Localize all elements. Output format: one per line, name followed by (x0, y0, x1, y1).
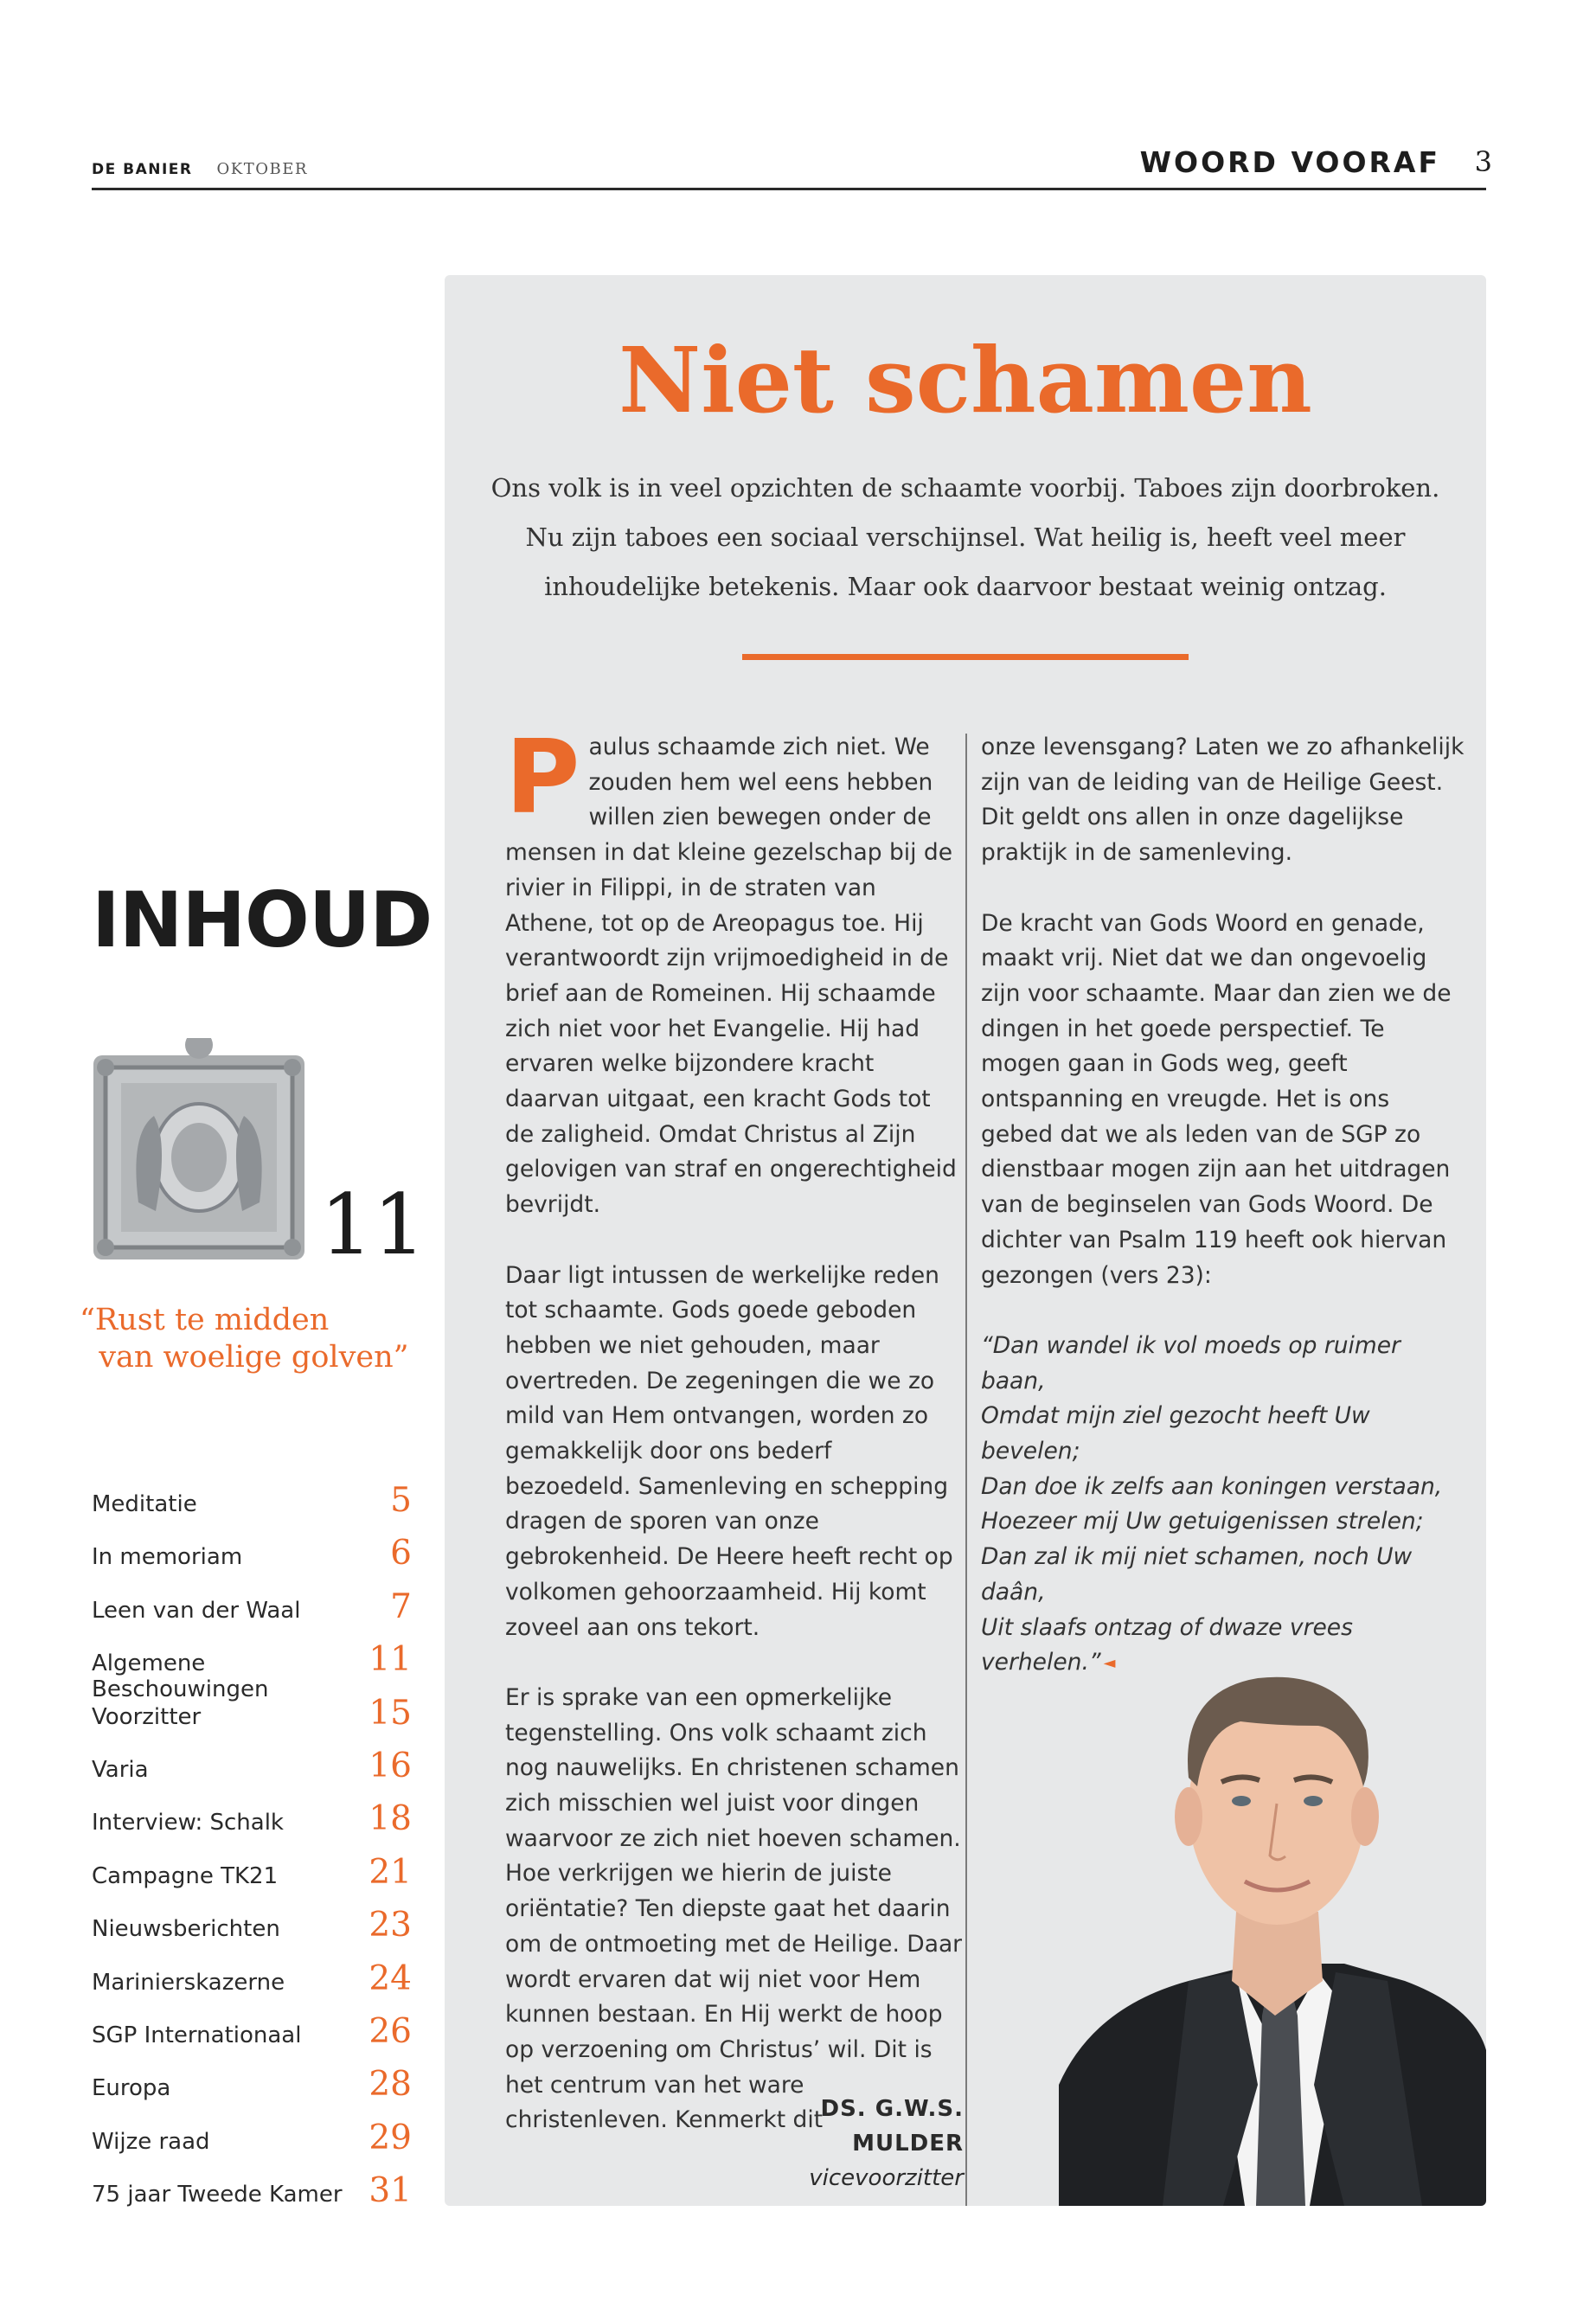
table-of-contents (92, 1481, 412, 2224)
body-paragraph (505, 717, 964, 1223)
toc-label: Varia (92, 1756, 149, 1783)
toc-page: 31 (369, 2171, 412, 2211)
toc-label: In memoriam (92, 1544, 243, 1571)
toc-label: Algemene Beschouwingen (92, 1650, 269, 1703)
article-title: Niet schamen (619, 327, 1312, 433)
column-divider (965, 734, 967, 2206)
toc-label: Meditatie (92, 1491, 197, 1517)
body-paragraph: De kracht van Gods Woord en genade, maakt vrij. Niet dat we dan ongevoelig zijn voor schaamte. Maar dan zien we de dingen in het goede perspectief. Te mogen gaan in Gods weg, geeft ontspanning en vreugde. Het is ons gebed dat we als leden van de SGP zo dienstbaar mogen zijn aan het uitdragen van de beginselen van Gods Woord. De dichter van Psalm 119 heeft ook hiervan gezongen (vers 23): (981, 909, 1452, 1289)
toc-item[interactable] (92, 2171, 412, 2224)
toc-page: 23 (369, 1906, 412, 1945)
feature-quote: “Rust te midden van woelige golven” (80, 1303, 409, 1375)
toc-page: 28 (369, 2065, 412, 2105)
toc-item[interactable] (92, 1959, 412, 2012)
toc-page: 16 (369, 1746, 412, 1785)
toc-page: 15 (369, 1693, 412, 1733)
toc-item[interactable] (92, 1799, 412, 1852)
toc-page: 26 (369, 2011, 412, 2051)
toc-item[interactable] (92, 1906, 412, 1958)
running-header (92, 160, 308, 178)
toc-page: 29 (369, 2118, 412, 2157)
issue-month: OKTOBER (216, 160, 308, 178)
toc-item[interactable] (92, 1747, 412, 1799)
body-paragraph: onze levensgang? Laten we zo afhankelijk zijn van de leiding van de Heilige Geest. Dit geldt ons allen in onze dagelijkse praktijk in de samenleving. (981, 734, 1465, 867)
toc-label: Europa (92, 2075, 171, 2102)
toc-label: Marinierskazerne (92, 1969, 285, 1996)
article-panel (445, 275, 1486, 2206)
lead-line: inhoudelijke betekenis. Maar ook daarvoor bestaat weinig ontzag. (544, 572, 1387, 601)
toc-item[interactable] (92, 1587, 412, 1640)
toc-page: 24 (369, 1958, 412, 1998)
author-name: DS. G.W.S. MULDER (820, 2096, 964, 2157)
page-number: 3 (1474, 145, 1492, 178)
toc-label: Nieuwsberichten (92, 1916, 280, 1943)
toc-page: 18 (369, 1799, 412, 1839)
toc-label: 75 jaar Tweede Kamer (92, 2182, 343, 2208)
section-title: WOORD VOORAF (1139, 145, 1440, 179)
header-rule (92, 188, 1486, 190)
toc-item[interactable] (92, 2065, 412, 2118)
magazine-name: DE BANIER (92, 161, 193, 178)
drop-cap: P (505, 717, 580, 836)
toc-label: Voorzitter (92, 1703, 202, 1730)
contents-heading: INHOUD (92, 875, 433, 965)
lead-line: Nu zijn taboes een sociaal verschijnsel. Wat heilig is, heeft veel meer (525, 522, 1406, 552)
end-mark-icon: ◄ (1103, 1654, 1116, 1673)
toc-item[interactable] (92, 2012, 412, 2065)
toc-label: Wijze raad (92, 2128, 210, 2155)
body-paragraph: Er is sprake van een opmerkelijke tegenstelling. Ons volk schaamt zich nog nauwelijks. En christenen schamen zich misschien wel juist voor dingen waarvoor ze zich niet hoeven schamen. Hoe verkrijgen we hierin de juiste oriëntatie? Ten diepste gaat het daarin om de ontmoeting met de Heilige. Daar wordt ervaren dat wij niet voor Hem kunnen bestaan. En Hij werkt de hoop op verzoening om Christus’ wil. Dit is het centrum van het ware christenleven. Kenmerkt dit (505, 1683, 963, 2134)
body-column-2 (981, 730, 1465, 1682)
toc-page: 6 (390, 1534, 412, 1574)
toc-label: SGP Internationaal (92, 2022, 302, 2048)
article-lead (471, 464, 1460, 612)
toc-item[interactable] (92, 1640, 412, 1703)
toc-label: Leen van der Waal (92, 1597, 301, 1624)
toc-item[interactable] (92, 2118, 412, 2171)
toc-page: 11 (369, 1640, 412, 1680)
toc-label: Campagne TK21 (92, 1862, 279, 1889)
toc-item[interactable] (92, 1853, 412, 1906)
title-rule (742, 654, 1189, 660)
author-portrait (1059, 1600, 1486, 2206)
stone-plaque-image (87, 1038, 311, 1272)
author-byline (704, 2092, 964, 2195)
paragraph-text: We zouden hem wel eens hebben willen zien bewegen onder de mensen in dat kleine gezelschap bij de rivier in Filippi, in de straten van Athene, tot op de Areopagus toe. Hij verantwoordt zijn vrijmoedigheid in de brief aan de Romeinen. Hij schaamde zich niet voor het Evangelie. Hij had ervaren welke bijzondere kracht daarvan uitgaat, een kracht Gods tot de zaligheid. Omdat Christus al Zijn gelovigen van straf en ongerechtigheid bevrijdt. (505, 734, 957, 1219)
lead-line: Ons volk is in veel opzichten de schaamte voorbij. Taboes zijn doorbroken. (490, 473, 1440, 503)
body-paragraph: Daar ligt intussen de werkelijke reden tot schaamte. Gods goede geboden hebben we niet gehouden, maar overtreden. De zegeningen die we zo mild van Hem ontvangen, worden zo gemakkelijk door ons bederf bezoedeld. Samenleving en schepping dragen de sporen van onze gebrokenheid. De Heere heeft recht op volkomen gehoorzaamheid. Hij komt zoveel aan ons tekort. (505, 1261, 953, 1641)
toc-page: 21 (369, 1852, 412, 1892)
toc-item[interactable] (92, 1481, 412, 1534)
toc-page: 7 (390, 1586, 412, 1626)
author-role: vicevoorzitter (809, 2165, 964, 2191)
toc-page: 5 (390, 1481, 412, 1520)
toc-item[interactable] (92, 1534, 412, 1586)
quote-text: “Dan wandel ik vol moeds op ruimer baan, Omdat mijn ziel gezocht heeft Uw bevelen; Dan doe ik zelfs aan koningen verstaan, Hoezeer mij Uw getuigenissen strelen; Dan zal ik mij niet schamen, noch Uw daân, Uit slaafs ontzag of dwaze vrees verhelen.” (981, 1331, 1443, 1676)
feature-page-number: 11 (320, 1176, 426, 1273)
body-column-1 (505, 717, 964, 2138)
toc-label: Interview: Schalk (92, 1810, 284, 1836)
first-line: aulus schaamde zich niet. (588, 734, 888, 760)
